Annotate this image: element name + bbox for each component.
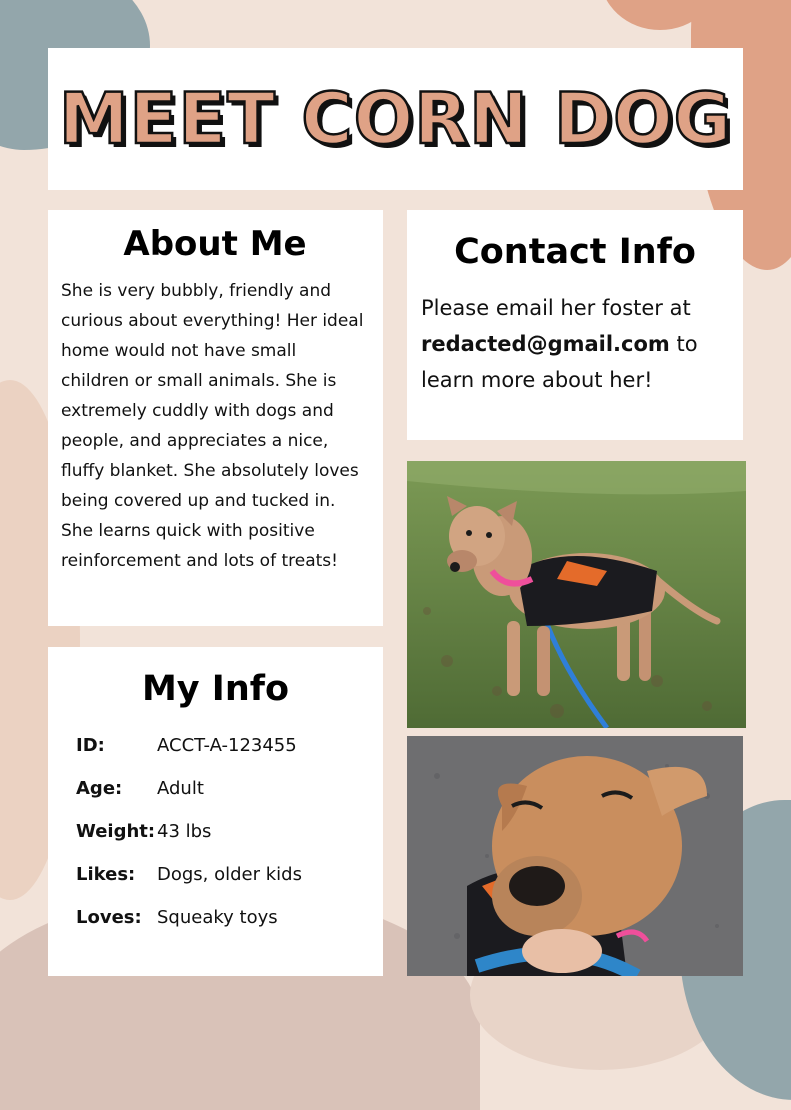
about-heading: About Me xyxy=(123,224,307,264)
dog-standing-illustration xyxy=(407,461,746,728)
info-label: Likes: xyxy=(76,864,136,885)
info-value: ACCT-A-123455 xyxy=(157,735,297,756)
contact-text-after: to learn more about her! xyxy=(421,332,698,392)
info-panel xyxy=(48,647,383,976)
info-value: Adult xyxy=(157,778,204,799)
contact-email[interactable]: redacted@gmail.com xyxy=(421,332,670,356)
info-row-loves xyxy=(76,907,383,950)
info-value: Dogs, older kids xyxy=(157,864,302,885)
title-panel xyxy=(48,48,743,190)
info-row-likes xyxy=(76,864,383,907)
contact-panel xyxy=(407,210,743,440)
info-label: ID: xyxy=(76,735,105,756)
info-value: 43 lbs xyxy=(157,821,212,842)
info-row-age xyxy=(76,778,383,821)
contact-heading: Contact Info xyxy=(454,232,696,272)
info-heading: My Info xyxy=(141,669,290,709)
info-row-weight xyxy=(76,821,383,864)
dog-photo-standing xyxy=(407,461,746,728)
dog-photo-closeup xyxy=(407,736,743,976)
about-panel xyxy=(48,210,383,626)
contact-text-before: Please email her foster at xyxy=(421,296,691,320)
info-row-id xyxy=(76,735,383,778)
info-value: Squeaky toys xyxy=(157,907,278,928)
info-label: Age: xyxy=(76,778,123,799)
info-label: Weight: xyxy=(76,821,156,842)
info-label: Loves: xyxy=(76,907,142,928)
dog-closeup-illustration xyxy=(407,736,743,976)
page-title: MEET CORN DOG xyxy=(58,78,733,160)
contact-text xyxy=(421,290,729,398)
about-text: She is very bubbly, friendly and curious about everything! Her ideal home would not have small children or small animals. She is extremely cuddly with dogs and people, and appreciates a nice, fluffy blanket. She absolutely loves being covered up and tucked in. She learns quick with positive reinforcement and lots of treats! xyxy=(61,281,364,571)
